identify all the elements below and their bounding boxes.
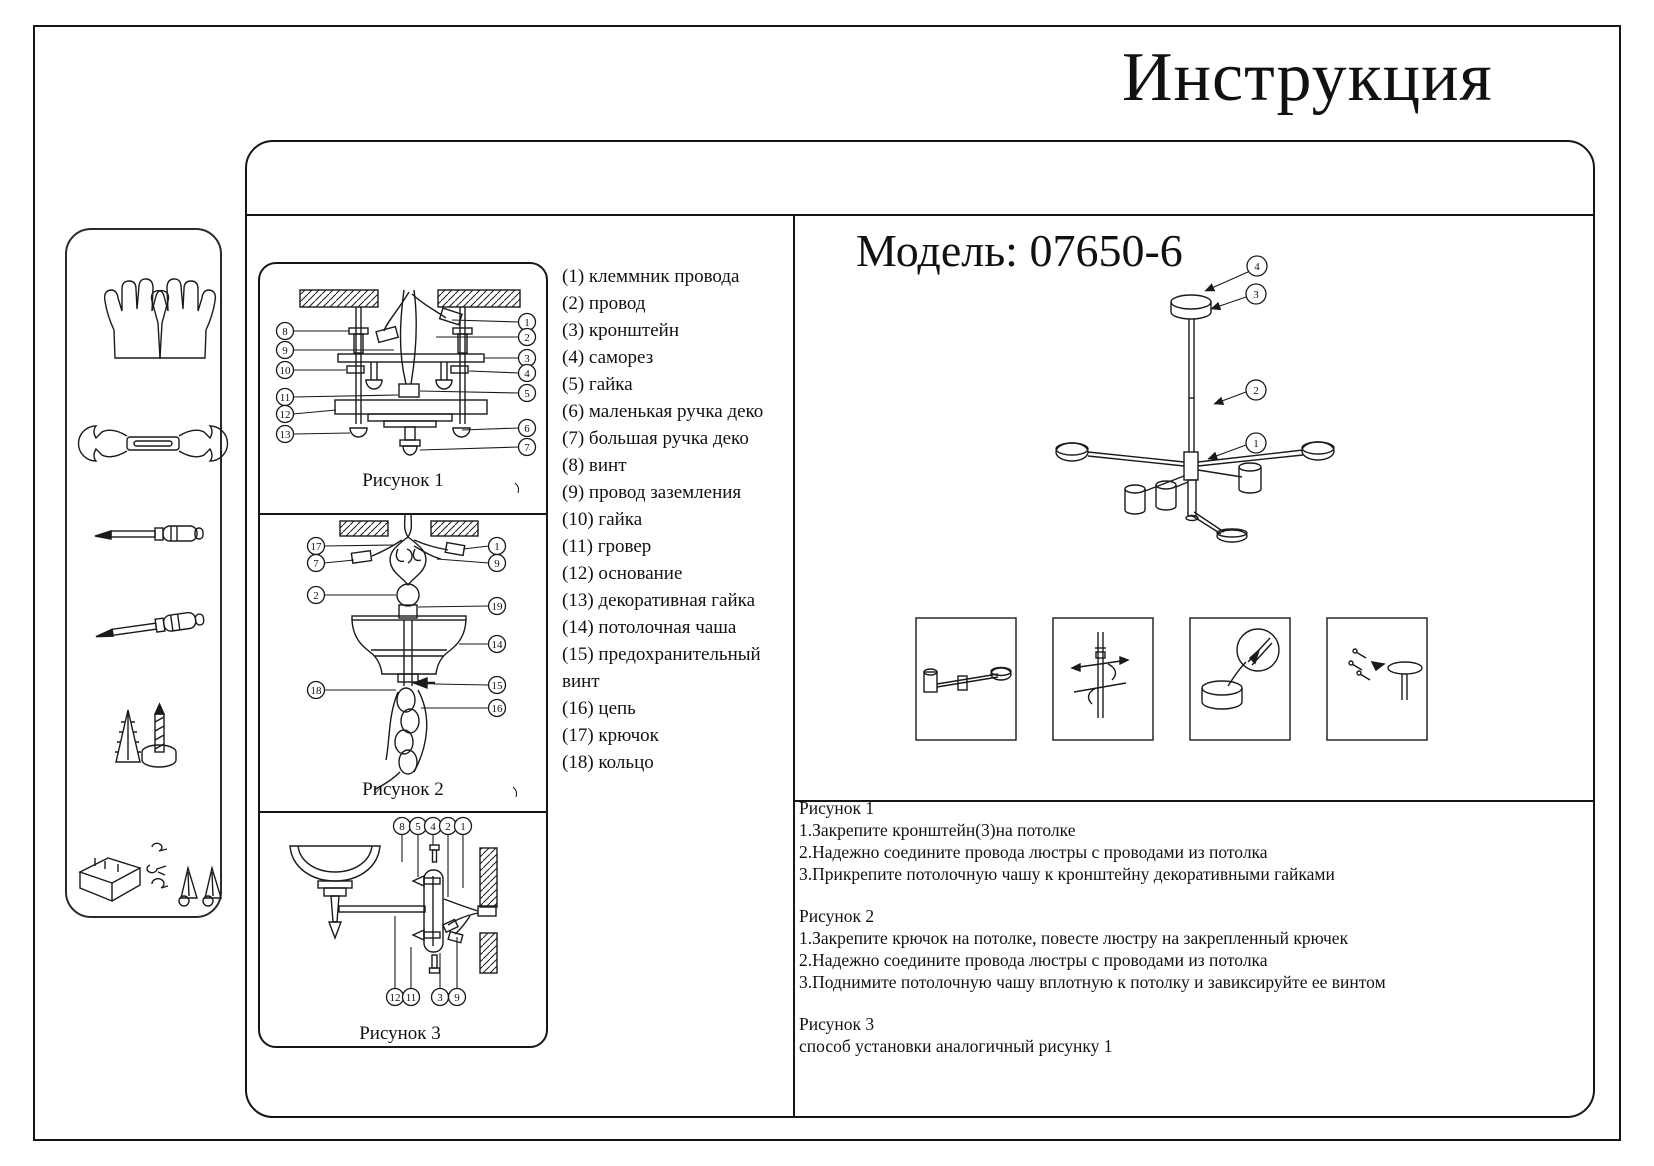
fig3-callout-1: 1 xyxy=(460,821,466,833)
fig1-callout-11: 11 xyxy=(279,392,291,404)
fig3-callout-8: 8 xyxy=(399,821,405,833)
parts-list-item: (12) основание xyxy=(562,563,683,584)
parts-list-item: (15) предохранительный винт xyxy=(562,644,761,692)
fig2-callout-15: 15 xyxy=(491,680,503,692)
fig2-callout-9: 9 xyxy=(494,558,500,570)
fig2-callout-7: 7 xyxy=(313,558,319,570)
parts-list-item: (18) кольцо xyxy=(562,752,654,773)
parts-list-item: (1) клеммник провода xyxy=(562,266,740,287)
fig2-callout-17: 17 xyxy=(310,541,322,553)
parts-list-item: (3) кронштейн xyxy=(562,320,680,341)
fig3-callout-4: 4 xyxy=(430,821,436,833)
step-box-2 xyxy=(1053,618,1153,740)
overview-callout-2: 2 xyxy=(1253,385,1259,397)
parts-list-item: (13) декоративная гайка xyxy=(562,590,756,611)
instruction-block-fig3 xyxy=(799,1013,1579,1057)
fasteners-kit-icon xyxy=(80,843,221,906)
instruction-block-fig2 xyxy=(799,905,1579,993)
fig1-callout-9: 9 xyxy=(282,345,288,357)
gloves-icon xyxy=(105,279,216,358)
fig3-sconce xyxy=(290,845,497,973)
figure-2-drawing xyxy=(258,513,548,811)
fig3-callout-11: 11 xyxy=(405,992,417,1004)
figure-3-drawing xyxy=(258,811,548,1048)
flat-screwdriver-icon xyxy=(95,526,203,541)
instruction-step: 1.Закрепите крючок на потолке, повесте люстру на закрепленный крючек xyxy=(799,928,1349,948)
wrench-icon xyxy=(78,426,227,461)
instruction-step: 1.Закрепите кронштейн(3)на потолке xyxy=(799,820,1076,840)
tools-sidebar-icons xyxy=(65,228,222,918)
fig3-callout-5: 5 xyxy=(415,821,421,833)
fig1-callout-1: 1 xyxy=(524,317,530,329)
figure-1-drawing xyxy=(258,262,548,513)
parts-list-item: (4) саморез xyxy=(562,347,654,368)
overview-callouts xyxy=(1205,256,1267,459)
header-divider xyxy=(245,214,1595,216)
instruction-step: 3.Поднимите потолочную чашу вплотную к потолку и завиксируйте ее винтом xyxy=(799,972,1386,992)
fig2-callout-18: 18 xyxy=(310,685,322,697)
parts-list-item: (5) гайка xyxy=(562,374,633,395)
fig2-callout-19: 19 xyxy=(491,601,503,613)
parts-list-item: (10) гайка xyxy=(562,509,643,530)
fig2-callout-16: 16 xyxy=(491,703,503,715)
fig1-callout-7: 7 xyxy=(524,442,530,454)
parts-list-item: (17) крючок xyxy=(562,725,659,746)
parts-list-item: (16) цепь xyxy=(562,698,636,719)
instruction-step: 3.Прикрепите потолочную чашу к кронштейну декоративными гайками xyxy=(799,864,1335,884)
fig3-callout-2: 2 xyxy=(445,821,451,833)
instruction-step: 2.Надежно соедините провода люстры с проводами из потолка xyxy=(799,950,1268,970)
phillips-screwdriver-icon xyxy=(94,611,204,642)
fig1-callout-5: 5 xyxy=(524,388,530,400)
instruction-block-title: Рисунок 2 xyxy=(799,906,875,926)
parts-list xyxy=(562,263,798,776)
parts-list-item: (11) гровер xyxy=(562,536,652,557)
parts-list-item: (14) потолочная чаша xyxy=(562,617,737,638)
fig2-callouts xyxy=(308,538,506,717)
figure-3-caption: Рисунок 3 xyxy=(359,1023,441,1044)
parts-list-item: (7) большая ручка деко xyxy=(562,428,749,449)
figure-2-caption: Рисунок 2 xyxy=(362,779,444,800)
parts-list-item: (9) провод заземления xyxy=(562,482,742,503)
parts-list-item: (8) винт xyxy=(562,455,627,476)
fig3-callout-9: 9 xyxy=(454,992,460,1004)
fig2-callout-14: 14 xyxy=(491,639,503,651)
step-box-4 xyxy=(1327,618,1427,740)
fig1-callout-4: 4 xyxy=(524,368,530,380)
fig1-ceiling-and-parts xyxy=(300,290,520,493)
parts-list-item: (6) маленькая ручка деко xyxy=(562,401,764,422)
step-box-3 xyxy=(1190,618,1290,740)
parts-list-item: (2) провод xyxy=(562,293,646,314)
fig1-callout-3: 3 xyxy=(524,353,530,365)
overview-callout-3: 3 xyxy=(1253,289,1259,301)
page-title: Инструкция xyxy=(1122,39,1493,116)
instruction-step: 2.Надежно соедините провода люстры с проводами из потолка xyxy=(799,842,1268,862)
fig1-callout-10: 10 xyxy=(279,365,291,377)
figure-1-caption: Рисунок 1 xyxy=(362,470,444,491)
fig3-callout-12: 12 xyxy=(389,992,401,1004)
fig1-callout-13: 13 xyxy=(279,429,291,441)
instruction-block-title: Рисунок 1 xyxy=(799,798,875,818)
instructions-text xyxy=(799,797,1579,1077)
fig1-callout-6: 6 xyxy=(524,423,530,435)
assembly-step-boxes xyxy=(870,610,1460,750)
step-box-1 xyxy=(916,618,1016,740)
fig2-callout-1: 1 xyxy=(494,541,500,553)
overview-callout-1: 1 xyxy=(1253,438,1259,450)
instruction-step: способ установки аналогичный рисунку 1 xyxy=(799,1036,1113,1056)
wall-plug-screw-icon xyxy=(115,704,176,767)
fig3-callout-3: 3 xyxy=(437,992,443,1004)
fig1-callout-8: 8 xyxy=(282,326,288,338)
chandelier-body xyxy=(1056,295,1334,542)
instruction-block-fig1 xyxy=(799,797,1579,885)
fig1-callout-2: 2 xyxy=(524,332,530,344)
chandelier-overview-drawing xyxy=(1020,250,1350,550)
model-title: Модель: 07650-6 xyxy=(856,225,1183,276)
instruction-block-title: Рисунок 3 xyxy=(799,1014,875,1034)
fig2-callout-2: 2 xyxy=(313,590,319,602)
overview-callout-4: 4 xyxy=(1254,261,1260,273)
fig1-callout-12: 12 xyxy=(279,409,291,421)
